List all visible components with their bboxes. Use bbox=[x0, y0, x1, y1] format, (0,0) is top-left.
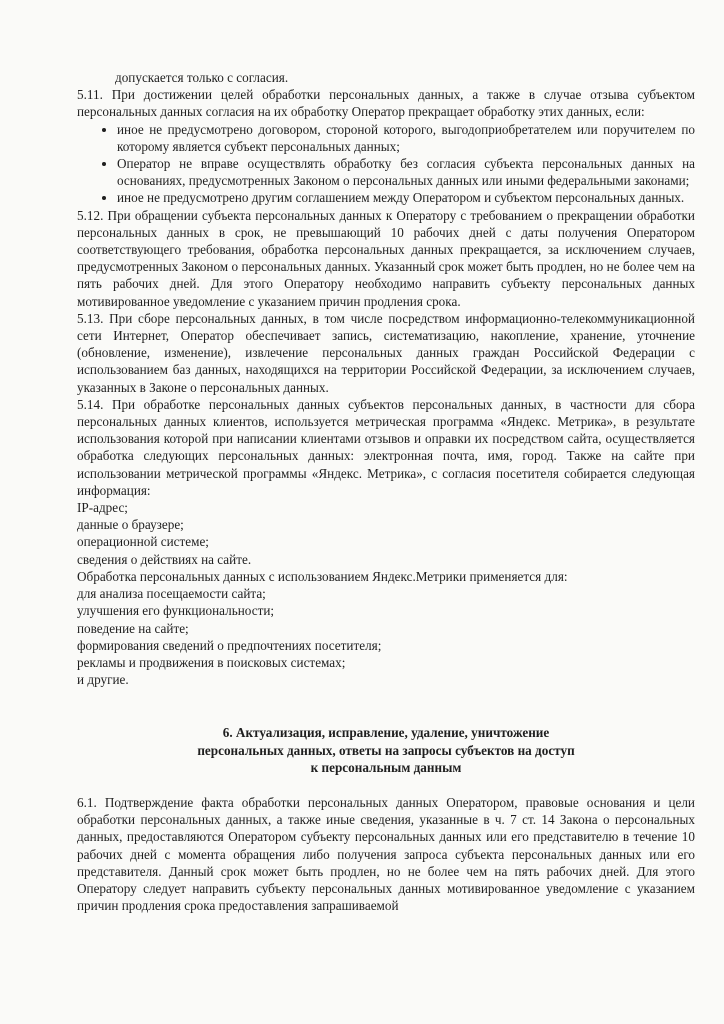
clause-5-13: 5.13. При сборе персональных данных, в том числе посредством информационно-телекоммуникационной сети Интернет, Оператор обеспечивает запись, систематизацию, накопление, хранение, уточнение (обновление, изменение), извлечение персональных данных граждан Российской Федерации с использованием баз данных, находящихся на территории Российской Федерации, за исключением случаев, указанных в Законе о персональных данных. bbox=[77, 310, 695, 395]
bullet-item: • иное не предусмотрено договором, стороной которого, выгодоприобретателем или поручителем по которому является субъект персональных данных; bbox=[117, 121, 695, 155]
purpose-item: улучшения его функциональности; bbox=[77, 603, 275, 619]
purpose-item: рекламы и продвижения в поисковых системах; bbox=[77, 654, 346, 670]
clause-5-11-bullet-list bbox=[77, 121, 695, 207]
purpose-item: и другие. bbox=[77, 672, 129, 688]
purpose-item: формирования сведений о предпочтениях посетителя; bbox=[77, 637, 382, 653]
section-6-heading bbox=[77, 724, 695, 776]
info-item: данные о браузере; bbox=[77, 517, 184, 533]
heading-line: 6. Актуализация, исправление, удаление, уничтожение bbox=[222, 725, 550, 741]
purpose-item: для анализа посещаемости сайта; bbox=[77, 586, 266, 602]
info-item: операционной системе; bbox=[77, 534, 209, 550]
heading-line: к персональным данным bbox=[310, 759, 462, 775]
info-item: сведения о действиях на сайте. bbox=[77, 551, 252, 567]
bullet-item: • иное не предусмотрено другим соглашением между Оператором и субъектом персональных данных. bbox=[117, 189, 695, 206]
bullet-item: • Оператор не вправе осуществлять обработку без согласия субъекта персональных данных на основаниях, предусмотренных Законом о персональных данных или иными федеральными законами; bbox=[117, 155, 695, 189]
clause-6-1: 6.1. Подтверждение факта обработки персональных данных Оператором, правовые основания и цели обработки персональных данных, а также иные сведения, указанные в ч. 7 ст. 14 Закона о персональных данных, предоставляются Оператором субъекту персональных данных или его представителю в течение 10 рабочих дней с момента обращения либо получения запроса субъекта персональных данных или его представителя. Данный срок может быть продлен, но не более чем на пять рабочих дней. Для этого Оператору следует направить субъекту персональных данных мотивированное уведомление с указанием причин продления срока предоставления запрашиваемой bbox=[77, 794, 695, 914]
clause-5-12: 5.12. При обращении субъекта персональных данных к Оператору с требованием о прекращении обработки персональных данных в срок, не превышающий 10 рабочих дней с даты получения Оператором соответствующего требования, обработка персональных данных прекращается, за исключением случаев, предусмотренных Законом о персональных данных. Указанный срок может быть продлен, но не более чем на пять рабочих дней. Для этого Оператору необходимо направить субъекту персональных данных мотивированное уведомление с указанием причин продления срока. bbox=[77, 207, 695, 309]
continuation-line: допускается только с согласия. bbox=[115, 70, 289, 85]
clause-5-11-intro: 5.11. При достижении целей обработки персональных данных, а также в случае отзыва субъектом персональных данных согласия на их обработку Оператор прекращает обработку этих данных, если: bbox=[77, 87, 695, 120]
info-item: IP-адрес; bbox=[77, 500, 128, 516]
purpose-item: поведение на сайте; bbox=[77, 620, 189, 636]
clause-5-14-intro: 5.14. При обработке персональных данных субъектов персональных данных, в частности для сбора персональных данных клиентов, используется метрическая программа «Яндекс. Метрика», в результате использования которой при написании клиентами отзывов и оправки их посредством сайта, осуществляется обработка следующих персональных данных: электронная почта, имя, город. Также на сайте при использовании метрической программы «Яндекс. Метрика», с согласия посетителя собирается следующая информация: bbox=[77, 396, 695, 498]
heading-line: персональных данных, ответы на запросы субъектов на доступ bbox=[197, 742, 575, 758]
document-body bbox=[77, 69, 695, 914]
purpose-intro: Обработка персональных данных с использованием Яндекс.Метрики применяется для: bbox=[77, 568, 568, 584]
